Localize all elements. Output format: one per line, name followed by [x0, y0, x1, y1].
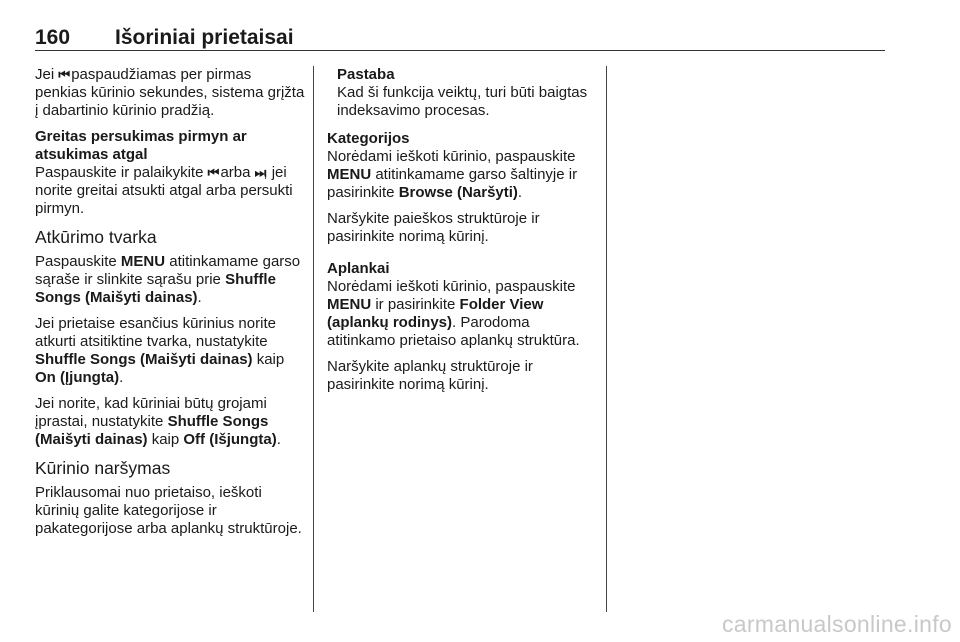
- paragraph-shuffle-off: Jei norite, kad kūriniai būtų grojami įprastai, nustatykite Shuffle Songs (Maišyti dainas) kaip Off (Išjungta).: [35, 395, 281, 448]
- heading-browse: Kūrinio naršymas: [35, 458, 171, 478]
- note-title: Pastaba: [337, 66, 395, 83]
- paragraph-folders-navigate: Naršykite aplankų struktūroje ir pasirinkite norimą kūrinį.: [327, 358, 533, 393]
- heading-folders: Aplankai: [327, 260, 390, 277]
- page-number: 160: [35, 26, 71, 49]
- next-track-icon: ⏭: [254, 165, 264, 180]
- heading-shuffle: Atkūrimo tvarka: [35, 227, 157, 247]
- paragraph-fast-seek: Paspauskite ir palaikykite ⏮ arba ⏭, jei norite greitai atsukti atgal arba persukti pirmyn.: [35, 164, 293, 217]
- heading-fast-seek: Greitas persukimas pirmyn ar atsukimas atgal: [35, 128, 247, 163]
- heading-categories: Kategorijos: [327, 130, 410, 147]
- page-header: [35, 6, 885, 49]
- previous-track-icon: ⏮: [58, 67, 68, 82]
- previous-track-icon: ⏮: [207, 165, 217, 180]
- watermark-text: carmanualsonline.info: [721, 611, 952, 637]
- header-divider: [35, 50, 885, 51]
- paragraph-shuffle-on: Jei prietaise esančius kūrinius norite atkurti atsitiktine tvarka, nustatykite Shuffle Songs (Maišyti dainas) kaip On (Įjungta).: [35, 315, 285, 386]
- note-body: Kad ši funkcija veiktų, turi būti baigtas indeksavimo procesas.: [337, 84, 588, 119]
- middle-column: [327, 66, 599, 402]
- column-divider-left: [313, 66, 314, 612]
- paragraph-shuffle-menu: Paspauskite MENU atitinkamame garso sąraše ir slinkite sąrašu prie Shuffle Songs (Maišyti dainas).: [35, 253, 301, 306]
- paragraph-categories-navigate: Naršykite paieškos struktūroje ir pasirinkite norimą kūrinį.: [327, 210, 540, 245]
- chapter-title: Išoriniai prietaisai: [115, 26, 294, 49]
- left-column: [35, 66, 305, 546]
- paragraph-folders: Norėdami ieškoti kūrinio, paspauskite MENU ir pasirinkite Folder View (aplankų rodinys). Parodoma atitinkamo prietaiso aplankų struktūra.: [327, 278, 580, 349]
- paragraph-browse: Priklausomai nuo prietaiso, ieškoti kūrinių galite kategorijose ir pakategorijose arba aplankų struktūroje.: [35, 484, 302, 537]
- column-divider-right: [606, 66, 607, 612]
- paragraph-categories: Norėdami ieškoti kūrinio, paspauskite MENU atitinkamame garso šaltinyje ir pasirinkite Browse (Naršyti).: [327, 148, 578, 201]
- paragraph-prev-track: Jei ⏮ paspaudžiamas per pirmas penkias kūrinio sekundes, sistema grįžta į dabartinio kūrinio pradžią.: [35, 66, 305, 119]
